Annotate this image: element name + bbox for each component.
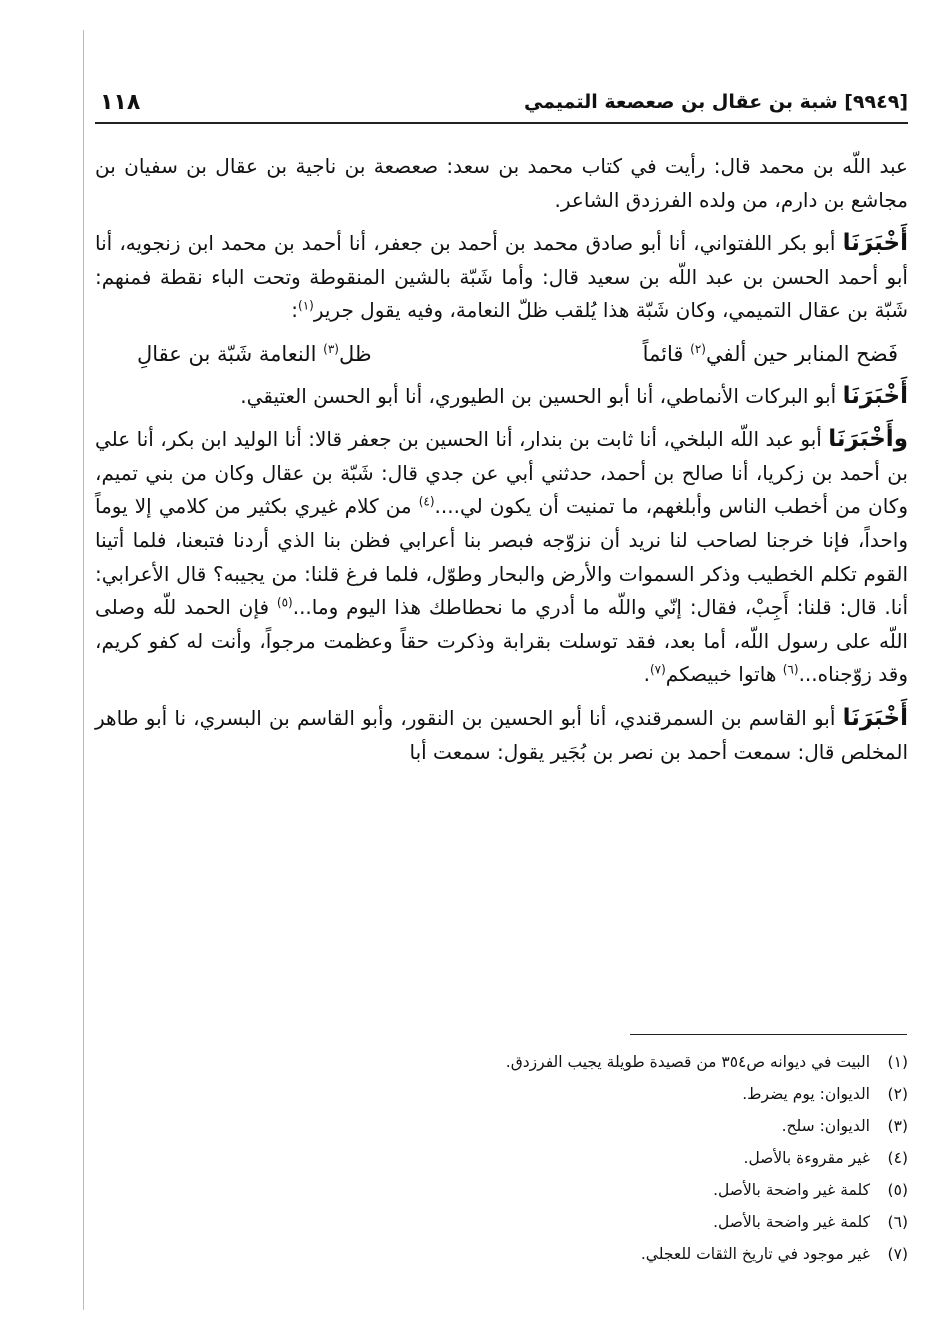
footnote-ref: (٦) bbox=[782, 662, 799, 677]
footnote-text: غير مقروءة بالأصل. bbox=[743, 1149, 870, 1167]
poem-verse bbox=[95, 338, 908, 372]
footnote-number: (١) bbox=[887, 1053, 908, 1071]
footnote-number: (٥) bbox=[887, 1181, 908, 1199]
paragraph-text: فإن الحمد للّه وصلى اللّه على رسول اللّه، أما بعد، فقد توسلت بقرابة وذكرت حقاً وعظمت مرجواً، وأنت له كفو كريم، وقد زوّجناه... bbox=[95, 595, 908, 687]
header-rule bbox=[95, 122, 908, 124]
footnote-number: (٦) bbox=[887, 1213, 908, 1231]
paragraph-text: أبو عبد اللّه البلخي، أنا ثابت بن بندار، أنا الحسين بن جعفر قالا: أنا الوليد ابن بكر، أنا علي بن أحمد بن زكريا، أنا صالح بن أحمد، حدثني أبي عن جدي قال: شَبّة بن عقال وكان من بني تميم، وكان من أخطب الناس وأبلغهم، ما تمنيت أن يكون لي.... bbox=[95, 427, 908, 519]
akhbarana-heading: أَخْبَرَنَا bbox=[842, 230, 908, 257]
footnote-number: (٧) bbox=[887, 1245, 908, 1263]
paragraph-2 bbox=[95, 227, 908, 328]
footnote-ref: (٢) bbox=[690, 341, 706, 356]
verse-first-hemistich bbox=[643, 338, 898, 372]
akhbarana-heading: أَخْبَرَنَا bbox=[842, 382, 908, 409]
paragraph-4 bbox=[95, 423, 908, 692]
paragraph-3 bbox=[95, 380, 908, 414]
footnote-text: الديوان: سلح. bbox=[781, 1117, 870, 1135]
akhbarana-heading: وأَخْبَرَنَا bbox=[828, 426, 908, 453]
footnote-text: البيت في ديوانه ص٣٥٤ من قصيدة طويلة يجيب الفرزدق. bbox=[505, 1053, 870, 1071]
footnote-item bbox=[100, 1046, 908, 1078]
footnote-number: (٢) bbox=[887, 1085, 908, 1103]
verse-text: النعامة شَبّة بن عقالِ bbox=[137, 341, 324, 366]
page-number: ١١٨ bbox=[100, 89, 141, 115]
footnote-ref: (٥) bbox=[276, 595, 293, 610]
running-header bbox=[100, 84, 908, 120]
page-edge-line bbox=[83, 30, 84, 1310]
running-title: [٩٩٤٩] شبة بن عقال بن صعصعة التميمي bbox=[523, 91, 908, 113]
footnote-text: كلمة غير واضحة بالأصل. bbox=[713, 1213, 870, 1231]
paragraph-1: عبد اللّه بن محمد قال: رأيت في كتاب محمد بن سعد: صعصعة بن ناجية بن عقال بن سفيان بن مجاشع بن دارم، من ولده الفرزدق الشاعر. bbox=[95, 154, 908, 212]
footnote-number: (٤) bbox=[887, 1149, 908, 1167]
footnote-rule bbox=[630, 1034, 907, 1035]
footnote-item bbox=[100, 1174, 908, 1206]
footnote-text: كلمة غير واضحة بالأصل. bbox=[713, 1181, 870, 1199]
paragraph-5 bbox=[95, 702, 908, 769]
verse-text: فَضح المنابر حين ألفي bbox=[705, 341, 898, 366]
footnote-text: غير موجود في تاريخ الثقات للعجلي. bbox=[640, 1245, 870, 1263]
footnote-item bbox=[100, 1238, 908, 1270]
paragraph-end: . bbox=[643, 662, 650, 687]
footnote-ref: (٣) bbox=[323, 341, 339, 356]
footnote-ref: (١) bbox=[298, 298, 314, 313]
paragraph-end: : bbox=[291, 298, 298, 323]
footnote-item bbox=[100, 1110, 908, 1142]
footnotes bbox=[100, 1046, 908, 1270]
paragraph-text: أبو بكر اللفتواني، أنا أبو صادق محمد بن أحمد بن جعفر، أنا أحمد بن محمد ابن زنجويه، أنا أبو أحمد الحسن بن عبد اللّه بن سعيد قال: وأما شَبّة بالشين المنقوطة وتحت الباء نقطة فمنهم: شَبّة بن عقال التميمي، وكان شَبّة هذا يُلقب ظلّ النعامة، وفيه يقول جرير bbox=[95, 231, 908, 323]
verse-text: ظل bbox=[338, 341, 372, 366]
akhbarana-heading: أَخْبَرَنَا bbox=[842, 704, 908, 731]
footnote-number: (٣) bbox=[887, 1117, 908, 1135]
paragraph-text: أبو القاسم بن السمرقندي، أنا أبو الحسين بن النقور، وأبو القاسم بن البسري، نا أبو طاهر المخلص قال: سمعت أحمد بن نصر بن بُجَير يقول: سمعت أبا bbox=[95, 705, 908, 764]
footnote-text: الديوان: يوم يضرط. bbox=[742, 1085, 870, 1103]
paragraph-text: أبو البركات الأنماطي، أنا أبو الحسين بن الطيوري، أنا أبو الحسن العتيقي. bbox=[240, 383, 843, 408]
verse-text: قائماً bbox=[642, 341, 691, 366]
paragraph-text: من كلام غيري بكثير من كلامي إلا يوماً واحداً، فإنا خرجنا لصاحب لنا نريد أن نزوّجه فبصر بنا أعرابي فظن بنا الذي أردنا فتبعنا، فلما أتينا القوم تكلم الخطيب وذكر السموات والأرض والبحار وطوّل، فلما فرغ قلنا: من يجيبه؟ قال الأعرابي: أنا. قال: قلنا: أَجِبْ، فقال: إنّي واللّه ما أدري ما نحطاطك هذا اليوم وما... bbox=[95, 494, 908, 620]
paragraph-text: هاتوا خبيصكم bbox=[665, 662, 783, 687]
footnote-item bbox=[100, 1078, 908, 1110]
verse-second-hemistich bbox=[137, 338, 372, 372]
footnote-ref: (٤) bbox=[418, 494, 435, 509]
footnote-ref: (٧) bbox=[649, 662, 666, 677]
main-text bbox=[95, 150, 908, 779]
footnote-item bbox=[100, 1206, 908, 1238]
footnote-item bbox=[100, 1142, 908, 1174]
